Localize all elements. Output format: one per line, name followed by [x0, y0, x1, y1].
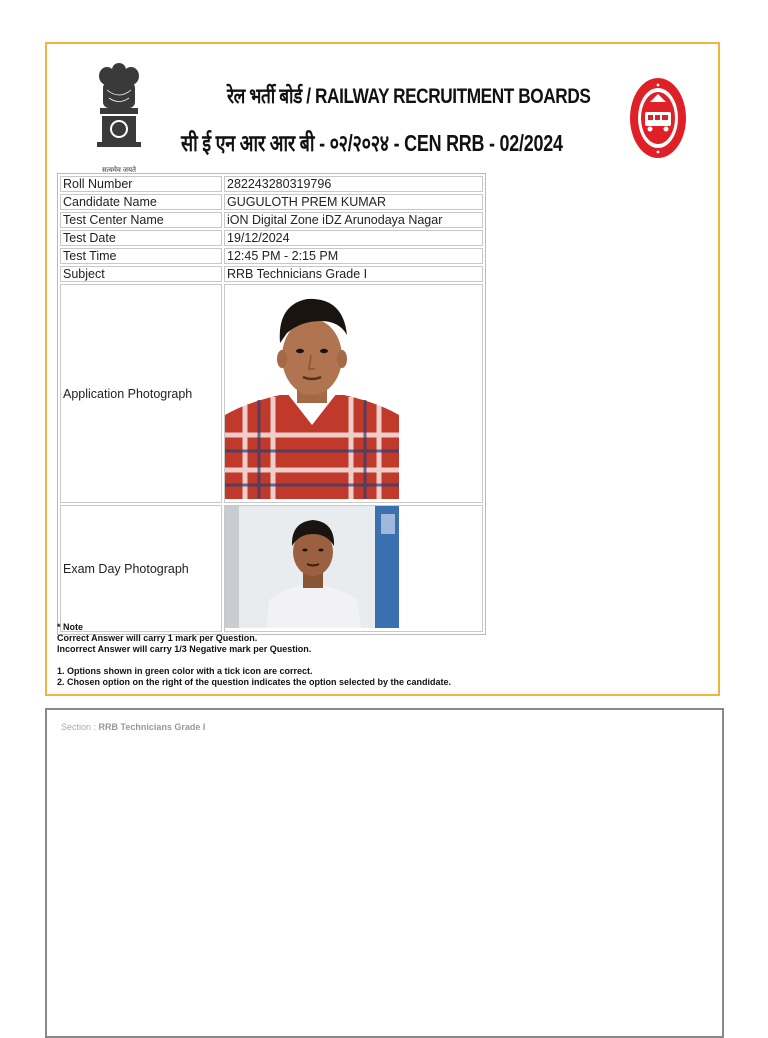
exam-notice-title: सी ई एन आर आर बी - ०२/२०२४ - CEN RRB - 02/2024: [181, 130, 563, 156]
candidate-name-value: GUGULOTH PREM KUMAR: [224, 194, 483, 210]
test-date-value: 19/12/2024: [224, 230, 483, 246]
subject-value: RRB Technicians Grade I: [224, 266, 483, 282]
exam-photo-cell: [224, 505, 483, 632]
roll-number-value: 282243280319796: [224, 176, 483, 192]
subject-label: Subject: [60, 266, 222, 282]
table-row: [60, 230, 483, 246]
national-emblem-icon: [93, 60, 145, 178]
note-line: 2. Chosen option on the right of the question indicates the option selected by the candidate.: [57, 677, 452, 687]
roll-number-label: Roll Number: [60, 176, 222, 192]
table-row: [60, 194, 483, 210]
note-line: Correct Answer will carry 1 mark per Question.: [57, 633, 258, 643]
section-prefix: Section :: [61, 722, 99, 732]
table-row: [60, 266, 483, 282]
note-line: Incorrect Answer will carry 1/3 Negative mark per Question.: [57, 644, 312, 654]
application-photo-cell: [224, 284, 483, 503]
exam-day-photograph: [225, 506, 399, 628]
test-date-label: Test Date: [60, 230, 222, 246]
candidate-details-table: [57, 173, 486, 635]
notes-heading: * Note: [57, 622, 84, 632]
emblem-caption: सत्यमेव जयते: [101, 167, 137, 174]
note-line: 1. Options shown in green color with a tick icon are correct.: [57, 666, 313, 676]
application-photo-label: Application Photograph: [60, 284, 222, 503]
candidate-name-label: Candidate Name: [60, 194, 222, 210]
page-header: [55, 52, 715, 182]
application-photograph: [225, 285, 399, 499]
candidate-response-card: [45, 42, 720, 696]
indian-railways-logo-icon: [628, 74, 688, 162]
exam-photo-label: Exam Day Photograph: [60, 505, 222, 632]
table-row: [60, 284, 483, 503]
test-center-value: iON Digital Zone iDZ Arunodaya Nagar: [224, 212, 483, 228]
section-name: RRB Technicians Grade I: [98, 722, 206, 732]
note-spacer: [57, 655, 451, 666]
section-panel: [45, 708, 724, 1038]
test-center-label: Test Center Name: [60, 212, 222, 228]
test-time-value: 12:45 PM - 2:15 PM: [224, 248, 483, 264]
notes-block: [57, 622, 451, 688]
test-time-label: Test Time: [60, 248, 222, 264]
table-row: [60, 176, 483, 192]
page-title: रेल भर्ती बोर्ड / RAILWAY RECRUITMENT BOARDS: [227, 85, 591, 108]
table-row: [60, 212, 483, 228]
section-label: [61, 722, 205, 732]
table-row: [60, 505, 483, 632]
table-row: [60, 248, 483, 264]
